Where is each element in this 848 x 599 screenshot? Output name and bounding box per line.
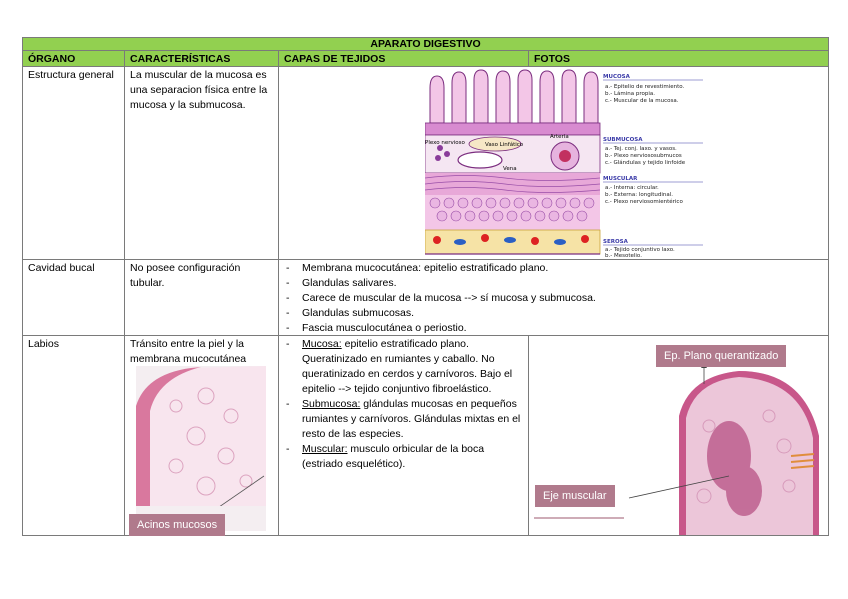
legend-serosa-title: SEROSA bbox=[603, 239, 628, 245]
legend-serosa-b: b.- Mesotelio. bbox=[605, 253, 642, 258]
legend-submucosa-c: c.- Glándulas y tejido linfoide bbox=[605, 160, 686, 166]
term-mucosa-text: epitelio estratificado plano. Queratinizado en rumiantes y caballo. No queratinizado en cerdos y carnívoros. Bajo el epitelio --> tejido conjuntivo fibroelástico. bbox=[302, 338, 513, 395]
header-layers: CAPAS DE TEJIDOS bbox=[279, 51, 529, 66]
lips-layers-list bbox=[284, 337, 523, 472]
characteristics-cell: La muscular de la mucosa es una separacion física entre la mucosa y la submucosa. bbox=[125, 67, 279, 259]
table-row bbox=[23, 260, 828, 336]
lip-histology-image bbox=[136, 366, 266, 506]
table-title-row bbox=[23, 38, 828, 51]
general-diagram-cell bbox=[279, 67, 828, 259]
legend-submucosa-title: SUBMUCOSA bbox=[603, 137, 643, 143]
legend-submucosa-a: a.- Tej. conj. laxo. y vasos. bbox=[605, 146, 677, 152]
list-item: - Glandulas salivares. bbox=[284, 276, 823, 291]
diagram-legend bbox=[603, 74, 703, 258]
digestive-wall-diagram bbox=[425, 68, 705, 258]
label-keratinized-epithelium: Ep. Plano querantizado bbox=[656, 345, 786, 367]
layers-cell bbox=[279, 260, 828, 335]
list-item: - Carece de muscular de la mucosa --> sí mucosa y submucosa. bbox=[284, 291, 823, 306]
legend-mucosa-title: MUCOSA bbox=[603, 74, 630, 80]
legend-serosa-a: a.- Tejido conjuntivo laxo. bbox=[605, 247, 675, 253]
lips-characteristics-text: Tránsito entre la piel y la membrana mucocutánea bbox=[130, 338, 247, 365]
table-row bbox=[23, 67, 828, 260]
legend-muscular-a: a.- Interna: circular. bbox=[605, 185, 659, 191]
legend-muscular-b: b.- Externa: longitudinal. bbox=[605, 192, 674, 198]
term-submucosa: Submucosa: bbox=[302, 398, 361, 410]
oral-layers-list bbox=[284, 261, 823, 336]
term-muscular: Muscular: bbox=[302, 443, 348, 455]
list-item bbox=[284, 337, 523, 397]
term-submucosa-text: glándulas mucosas en pequeños rumiantes y carnívoros. Glándulas mixtas en el resto de las especies. bbox=[302, 398, 521, 440]
table-title: APARATO DIGESTIVO bbox=[370, 38, 481, 50]
legend-submucosa-b: b.- Plexo nerviososubmucos bbox=[605, 153, 682, 159]
list-item: - Glandulas submucosas. bbox=[284, 306, 823, 321]
legend-mucosa-c: c.- Muscular de la mucosa. bbox=[605, 98, 679, 104]
organ-cell: Labios bbox=[23, 336, 125, 535]
list-item: - Membrana mucocutánea: epitelio estratificado plano. bbox=[284, 261, 823, 276]
header-organ: ÓRGANO bbox=[23, 51, 125, 66]
layers-cell bbox=[279, 336, 529, 535]
characteristics-cell: No posee configuración tubular. bbox=[125, 260, 279, 335]
table-header-row bbox=[23, 51, 828, 67]
label-artery: Arteria bbox=[550, 134, 569, 140]
label-muscular-axis: Eje muscular bbox=[535, 485, 615, 507]
list-item bbox=[284, 442, 523, 472]
header-characteristics: CARACTERÍSTICAS bbox=[125, 51, 279, 66]
legend-muscular-title: MUSCULAR bbox=[603, 176, 638, 182]
label-mucous-acini: Acinos mucosos bbox=[129, 514, 225, 536]
lips-photo-left bbox=[136, 366, 266, 531]
legend-mucosa-a: a.- Epitelio de revestimiento. bbox=[605, 84, 685, 90]
list-item bbox=[284, 397, 523, 442]
list-item: - Fascia musculocutánea o periostio. bbox=[284, 321, 823, 336]
photos-cell bbox=[529, 336, 828, 535]
label-lymph-vessel: Vaso Linfático bbox=[485, 142, 524, 148]
legend-mucosa-b: b.- Lámina propia. bbox=[605, 91, 656, 97]
term-mucosa: Mucosa: bbox=[302, 338, 342, 350]
legend-muscular-c: c.- Plexo nerviosomientérico bbox=[605, 199, 683, 205]
organ-cell: Cavidad bucal bbox=[23, 260, 125, 335]
term-muscular-text: musculo orbicular de la boca (estriado esquelético). bbox=[302, 443, 485, 470]
organ-cell: Estructura general bbox=[23, 67, 125, 259]
villi bbox=[430, 70, 598, 123]
label-nerve-plexus: Plexo nervioso bbox=[425, 140, 465, 146]
label-vein: Vena bbox=[503, 166, 517, 172]
table-row bbox=[23, 336, 828, 535]
header-photos: FOTOS bbox=[534, 53, 570, 65]
digestive-table bbox=[22, 37, 829, 536]
characteristics-cell bbox=[125, 336, 279, 535]
